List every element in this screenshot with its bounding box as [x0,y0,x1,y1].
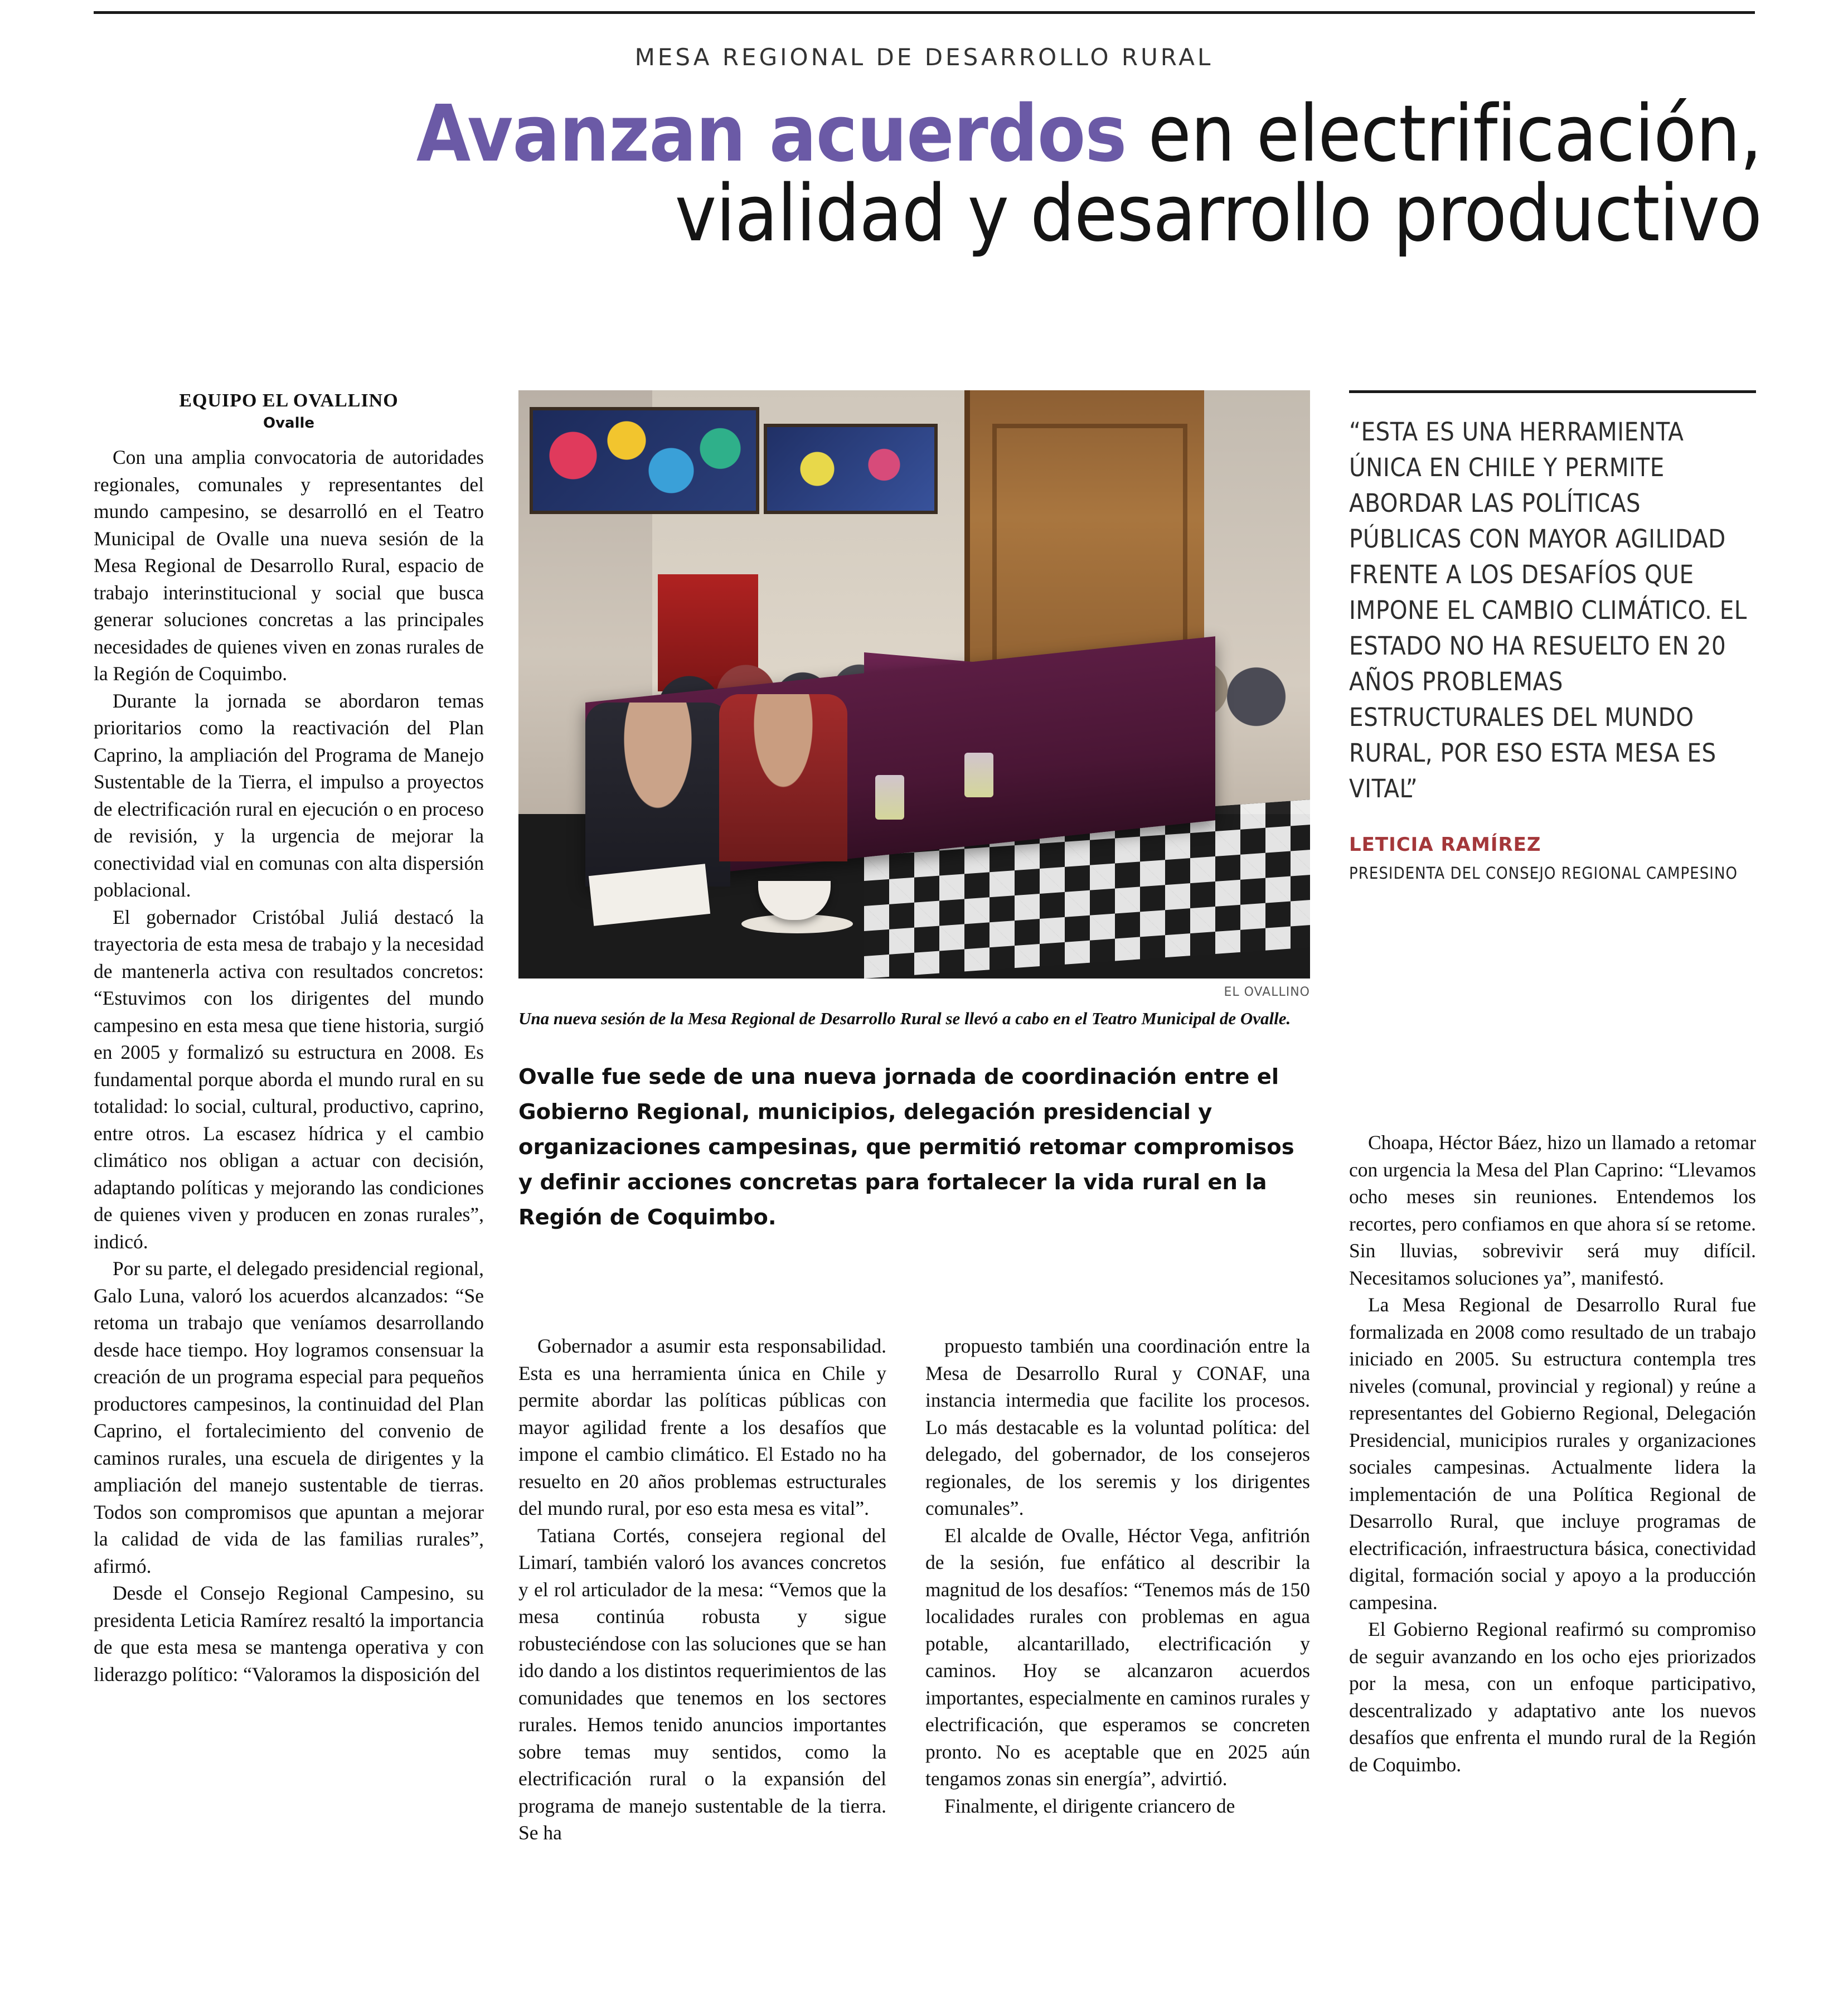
paragraph: propuesto también una coordinación entre la Mesa de Desarrollo Rural y CONAF, una instancia intermedia que facilite los procesos. Lo más destacable es la voluntad política: del delegado, del gobernador, de los consejeros regionales, de los seremis y los dirigentes comunales”. [925,1335,1310,1519]
column-3-body [925,1333,1310,1819]
meeting-photo [518,390,1310,979]
paragraph: La Mesa Regional de Desarrollo Rural fue formalizada en 2008 como resultado de un trabajo iniciado en 2005. Su estructura contempla tres niveles (comunal, provincial y regional) y reúne a representantes del Gobierno Regional, Delegación Presidencial, municipios rurales y organizaciones sociales campesinas. Actualmente lidera la implementación de una Política Regional de Desarrollo Rural, que incluye programas de electrificación, infraestructura básica, conectividad digital, formación social y apoyo a la producción campesina. [1349,1294,1756,1614]
paragraph: Desde el Consejo Regional Campesino, su presidenta Leticia Ramírez resaltó la importancia de que esta mesa se mantenga operativa y con liderazgo político: “Valoramos la disposición del [94,1582,484,1685]
column-1-body [94,444,484,1688]
pull-quote-attribution-role: PRESIDENTA DEL CONSEJO REGIONAL CAMPESINO [1349,864,1738,883]
pull-quote-block [1349,390,1756,884]
photo-foreground-person-1 [585,703,730,887]
paragraph: El gobernador Cristóbal Juliá destacó la trayectoria de esta mesa de trabajo y la necesidad de mantenerla activa con resultados concretos: “Estuvimos con los dirigentes del mundo campesino en esta mesa que tiene historia, surgió en 2005 y formalizó su estructura en 2008. Es fundamental porque aborda el mundo rural en su totalidad: lo social, cultural, productivo, caprino, entre otros. La escasez hídrica y el cambio climático nos obligan a actuar con decisión, adaptando políticas y mejorando las condiciones de quienes viven y producen en zonas rurales”, indicó. [94,905,484,1253]
paragraph: El alcalde de Ovalle, Héctor Vega, anfitrión de la sesión, fue enfático al describir la magnitud de los desafíos: “Tenemos más de 150 localidades rurales con problemas en agua potable, alcantarillado, electrificación y caminos. Hoy se alcanzaron acuerdos importantes, especialmente en caminos rurales y electrificación, que esperamos se concreten pronto. No es aceptable que en 2025 aún tengamos zonas sin energía”, advirtió. [925,1524,1310,1790]
article-column-1 [94,390,484,1688]
photo-artwork-2 [764,424,938,514]
top-divider [94,11,1755,14]
pull-quote-divider [1349,390,1756,393]
column-2-body [518,1333,886,1847]
headline-accent: Avanzan acuerdos [416,89,1127,180]
article-column-3 [925,1333,1310,1819]
article-standfirst: Ovalle fue sede de una nueva jornada de coordinación entre el Gobierno Regional, municipios, delegación presidencial y organizaciones campesinas, que permitió retomar compromisos y definir acciones concretas para fortalecer la vida rural en la Región de Coquimbo. [518,1064,1294,1230]
paragraph: Finalmente, el dirigente criancero de [944,1794,1235,1817]
pull-quote-attribution-name: LETICIA RAMÍREZ [1349,834,1541,856]
paragraph: El Gobierno Regional reafirmó su compromiso de seguir avanzando en los ocho ejes priorizados por la mesa, con un enfoque participativo, descentralizado y adaptativo ante los nuevos desafíos que enfrenta el mundo rural de la Región de Coquimbo. [1349,1618,1756,1776]
photo-glass [964,753,993,797]
photo-caption: Una nueva sesión de la Mesa Regional de Desarrollo Rural se llevó a cabo en el Teatro Municipal de Ovalle. [518,1009,1291,1028]
article-column-4 [1349,1129,1756,1778]
photo-foreground-person-2 [719,694,847,861]
article-photo-block [518,390,1310,1030]
paragraph: Gobernador a asumir esta responsabilidad. Esta es una herramienta única en Chile y permite abordar las políticas públicas con mayor agilidad frente a los desafíos que impone el cambio climático. El Estado no ha resuelto en 20 años problemas estructurales del mundo rural, por eso esta mesa es vital”. [518,1335,886,1519]
headline-line2: vialidad y desarrollo productivo [675,168,1762,259]
paragraph: Durante la jornada se abordaron temas prioritarios como la reactivación del Plan Caprino, la ampliación del Programa de Manejo Sustentable de la Tierra, el impulso a proyectos de electrificación rural en ejecución o en proceso de revisión, y la urgencia de mejorar la conectividad vial en comunas con alta dispersión poblacional. [94,689,484,901]
pull-quote-text: “ESTA ES UNA HERRAMIENTA ÚNICA EN CHILE Y PERMITE ABORDAR LAS POLÍTICAS PÚBLICAS CON MAYOR AGILIDAD FRENTE A LOS DESAFÍOS QUE IMPONE EL CAMBIO CLIMÁTICO. EL ESTADO NO HA RESUELTO EN 20 AÑOS PROBLEMAS ESTRUCTURALES DEL MUNDO RURAL, POR ESO ESTA MESA ES VITAL” [1349,417,1747,803]
photo-artwork-1 [530,407,759,514]
section-kicker: MESA REGIONAL DE DESARROLLO RURAL [634,43,1214,71]
headline-rest: en electrificación, [1126,89,1762,180]
byline-author: EQUIPO EL OVALLINO [179,390,399,411]
photo-credit: EL OVALLINO [1224,985,1310,999]
column-4-body [1349,1129,1756,1778]
photo-glass [875,775,904,820]
paragraph: Por su parte, el delegado presidencial regional, Galo Luna, valoró los acuerdos alcanzados: “Se retoma un trabajo que veníamos desarrollando desde hace tiempo. Hoy logramos consensuar la creación de un programa especial para pequeños productores campesinos, la continuidad del Plan Caprino, el fortalecimiento del convenio de caminos rurales, una escuela de dirigentes y la ampliación del manejo sustentable de tierras. Todos son compromisos que apuntan a mejorar la calidad de vida de las familias rurales”, afirmó. [94,1257,484,1577]
byline-place: Ovalle [263,415,315,432]
paragraph: Choapa, Héctor Báez, hizo un llamado a retomar con urgencia la Mesa del Plan Caprino: “Llevamos ocho meses sin reuniones. Entendemos los recortes, pero confiamos en que ahora sí se retome. Sin lluvias, sobrevivir será muy difícil. Necesitamos soluciones ya”, manifestó. [1349,1131,1756,1289]
paragraph: Tatiana Cortés, consejera regional del Limarí, también valoró los avances concretos y el rol articulador de la mesa: “Vemos que la mesa continúa robusta y sigue robusteciéndose con las soluciones que se han ido dando a los distintos requerimientos de las comunidades que tenemos en los sectores rurales. Hemos tenido anuncios importantes sobre temas muy sentidos, como la electrificación rural o la expansión del programa de manejo sustentable de la tierra. Se ha [518,1524,886,1844]
article-column-2 [518,1333,886,1847]
page-headline [84,89,1762,259]
paragraph: Con una amplia convocatoria de autoridades regionales, comunales y representantes del mundo campesino, se desarrolló en el Teatro Municipal de Ovalle una nueva sesión de la Mesa Regional de Desarrollo Rural, espacio de trabajo interinstitucional y social que busca generar soluciones concretas a las principales necesidades de quienes viven en zonas rurales de la Región de Coquimbo. [94,446,484,685]
